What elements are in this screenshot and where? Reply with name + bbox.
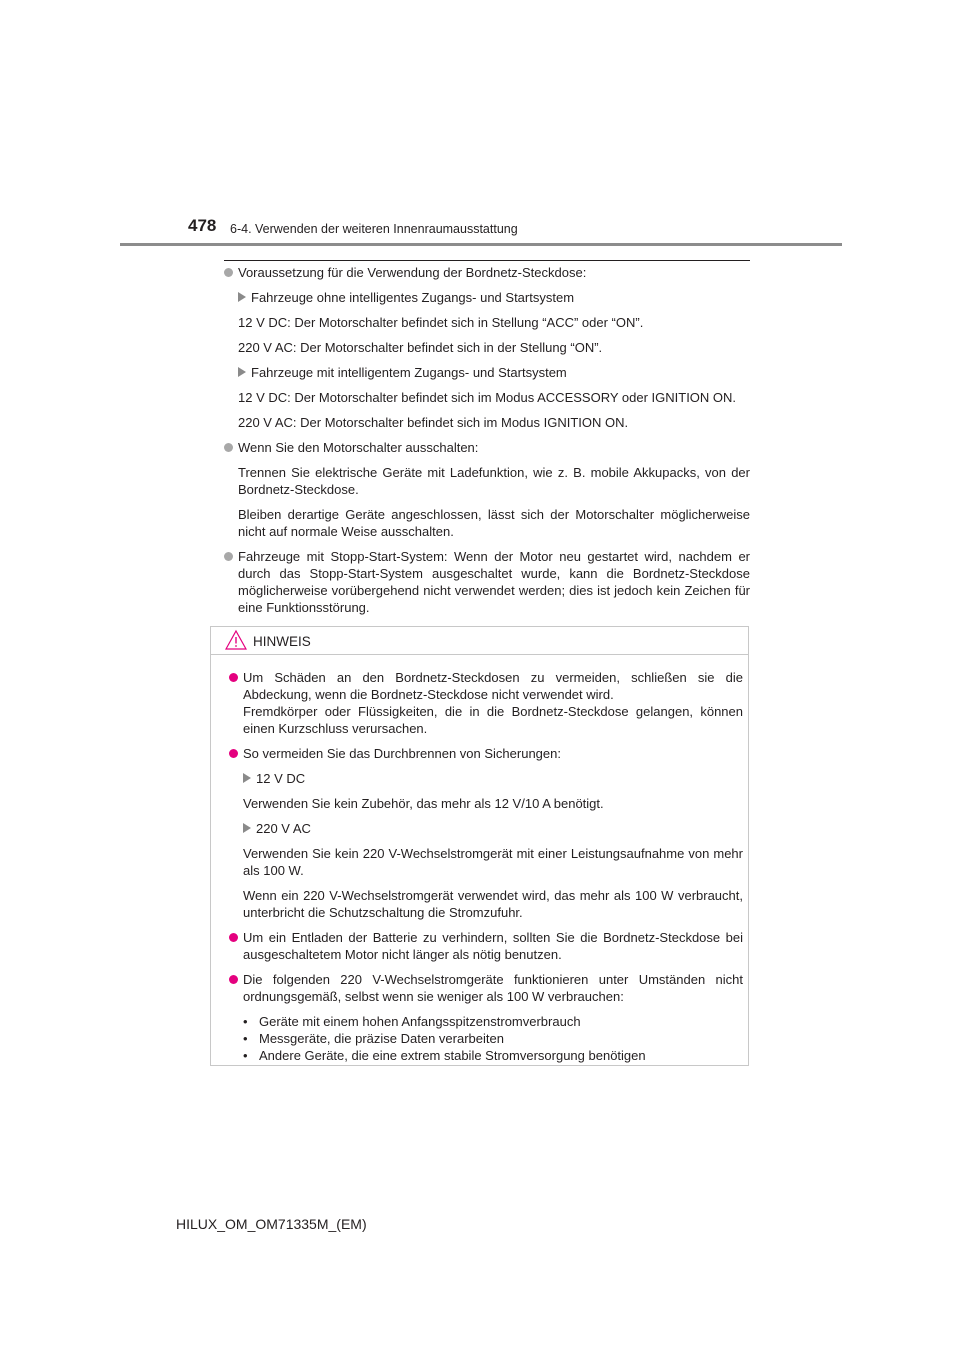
subheading-without-smart-key bbox=[224, 289, 750, 306]
footer-document-code: HILUX_OM_OM71335M_(EM) bbox=[176, 1216, 367, 1232]
notice-box bbox=[210, 626, 749, 1066]
bullet-dot-icon bbox=[224, 268, 233, 277]
notice-body bbox=[229, 669, 743, 1064]
bullet-text: Fahrzeuge mit Stopp-Start-System: Wenn der Motor neu gestartet wird, nachdem er durch das Stopp-Start-System ausgeschaltet wurde, kann die Bordnetz-Steckdose möglicherweise vorübergehend nicht verwendet werden; dies ist jedoch kein Zeichen für eine Funktionsstörung. bbox=[238, 549, 750, 615]
subheading-text: Fahrzeuge mit intelligentem Zugangs- und Startsystem bbox=[251, 365, 567, 380]
bullet-dot-icon bbox=[229, 749, 238, 758]
paragraph: Wenn ein 220 V-Wechselstromgerät verwendet wird, das mehr als 100 W verbraucht, unterbricht die Schutzschaltung die Stromzufuhr. bbox=[243, 888, 743, 920]
paragraph: Trennen Sie elektrische Geräte mit Ladefunktion, wie z. B. mobile Akkupacks, von der Bordnetz-Steckdose. bbox=[238, 465, 750, 497]
notice-bullet-battery bbox=[229, 929, 743, 963]
content-divider bbox=[224, 260, 750, 261]
bullet-dot-icon bbox=[229, 933, 238, 942]
list-item bbox=[243, 1030, 743, 1047]
subheading-text: Fahrzeuge ohne intelligentes Zugangs- und Startsystem bbox=[251, 290, 575, 305]
subheading-12v bbox=[229, 770, 743, 787]
notice-bullet-fuses bbox=[229, 745, 743, 762]
list-bullet-icon: • bbox=[243, 1048, 248, 1063]
bullet-title: So vermeiden Sie das Durchbrennen von Sicherungen: bbox=[243, 746, 561, 761]
bullet-dot-icon bbox=[224, 552, 233, 561]
bullet-text: Um Schäden an den Bordnetz-Steckdosen zu vermeiden, schließen sie die Abdeckung, wenn die Bordnetz-Steckdose nicht verwendet wird. bbox=[243, 670, 743, 702]
notice-header bbox=[211, 627, 748, 655]
bullet-switch-off bbox=[224, 439, 750, 456]
subheading-text: 12 V DC bbox=[256, 771, 306, 786]
bullet-dot-icon bbox=[229, 975, 238, 984]
paragraph: 220 V AC: Der Motorschalter befindet sich im Modus IGNITION ON. bbox=[238, 415, 629, 430]
bullet-dot-icon bbox=[229, 673, 238, 682]
bullet-text: Fremdkörper oder Flüssigkeiten, die in die Bordnetz-Steckdose gelangen, können einen Kurzschluss verursachen. bbox=[243, 704, 743, 736]
bullet-stop-start bbox=[224, 548, 750, 616]
subheading-220v bbox=[229, 820, 743, 837]
subheading-text: 220 V AC bbox=[256, 821, 311, 836]
paragraph: Verwenden Sie kein 220 V-Wechselstromgerät mit einer Leistungsaufnahme von mehr als 100 W. bbox=[243, 846, 743, 878]
triangle-arrow-icon bbox=[238, 367, 246, 377]
paragraph: 12 V DC: Der Motorschalter befindet sich im Modus ACCESSORY oder IGNITION ON. bbox=[238, 390, 737, 405]
bullet-requirements bbox=[224, 264, 750, 281]
section-title: 6-4. Verwenden der weiteren Innenraumausstattung bbox=[230, 222, 518, 236]
bullet-dot-icon bbox=[224, 443, 233, 452]
paragraph: 220 V AC: Der Motorschalter befindet sich in der Stellung “ON”. bbox=[238, 340, 603, 355]
paragraph: 12 V DC: Der Motorschalter befindet sich in Stellung “ACC” oder “ON”. bbox=[238, 315, 644, 330]
notice-bullet-devices bbox=[229, 971, 743, 1005]
triangle-arrow-icon bbox=[238, 292, 246, 302]
header-divider bbox=[120, 243, 842, 246]
subheading-with-smart-key bbox=[224, 364, 750, 381]
warning-triangle-icon bbox=[225, 629, 247, 656]
list-item-text: Andere Geräte, die eine extrem stabile Stromversorgung benötigen bbox=[259, 1048, 646, 1063]
triangle-arrow-icon bbox=[243, 773, 251, 783]
list-item bbox=[243, 1013, 743, 1030]
bullet-title: Wenn Sie den Motorschalter ausschalten: bbox=[238, 440, 479, 455]
page-number: 478 bbox=[188, 216, 217, 235]
triangle-arrow-icon bbox=[243, 823, 251, 833]
device-list bbox=[229, 1013, 743, 1064]
bullet-text: Die folgenden 220 V-Wechselstromgeräte funktionieren unter Umständen nicht ordnungsgemäß, selbst wenn sie weniger als 100 W verbrauchen: bbox=[243, 972, 743, 1004]
paragraph: Verwenden Sie kein Zubehör, das mehr als 12 V/10 A benötigt. bbox=[243, 796, 604, 811]
list-item-text: Messgeräte, die präzise Daten verarbeiten bbox=[259, 1031, 504, 1046]
notice-title: HINWEIS bbox=[253, 634, 311, 649]
list-bullet-icon: • bbox=[243, 1014, 248, 1029]
bullet-text: Um ein Entladen der Batterie zu verhindern, sollten Sie die Bordnetz-Steckdose bei ausgeschaltetem Motor nicht länger als nötig benutzen. bbox=[243, 930, 743, 962]
list-item-text: Geräte mit einem hohen Anfangsspitzenstromverbrauch bbox=[259, 1014, 581, 1029]
notice-bullet-cover bbox=[229, 669, 743, 737]
list-bullet-icon: • bbox=[243, 1031, 248, 1046]
list-item bbox=[243, 1047, 743, 1064]
paragraph: Bleiben derartige Geräte angeschlossen, lässt sich der Motorschalter möglicherweise nicht auf normale Weise ausschalten. bbox=[238, 507, 750, 539]
main-content bbox=[224, 264, 750, 624]
bullet-title: Voraussetzung für die Verwendung der Bordnetz-Steckdose: bbox=[238, 265, 587, 280]
